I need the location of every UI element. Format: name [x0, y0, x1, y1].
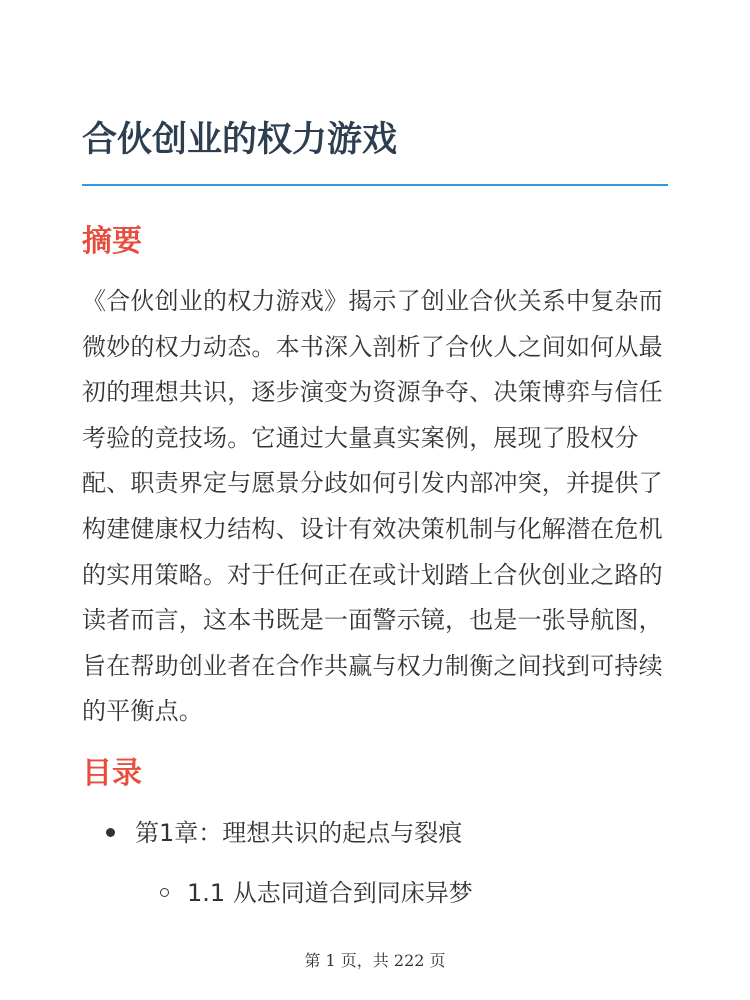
- document-title: 合伙创业的权力游戏: [82, 120, 398, 160]
- bullet-disc-icon: [106, 828, 115, 837]
- toc-heading: 目录: [82, 756, 142, 791]
- title-divider: [82, 184, 668, 186]
- page-footer: 第 1 页，共 222 页: [304, 951, 446, 970]
- toc-item-chapter-1[interactable]: [106, 815, 462, 851]
- bullet-circle-icon: [160, 888, 169, 897]
- abstract-heading: 摘要: [82, 224, 142, 259]
- toc-item-label: 1.1 从志同道合到同床异梦: [187, 879, 473, 907]
- toc-item-section-1-1[interactable]: [160, 875, 473, 911]
- abstract-text: 《合伙创业的权力游戏》揭示了创业合伙关系中复杂而微妙的权力动态。本书深入剖析了合伙人之间如何从最初的理想共识，逐步演变为资源争夺、决策博弈与信任考验的竞技场。它通过大量真实案例，展现了股权分配、职责界定与愿景分歧如何引发内部冲突，并提供了构建健康权力结构、设计有效决策机制与化解潜在危机的实用策略。对于任何正在或计划踏上合伙创业之路的读者而言，这本书既是一面警示镜，也是一张导航图，旨在帮助创业者在合作共赢与权力制衡之间找到可持续的平衡点。: [82, 287, 663, 726]
- toc-item-label: 第1章：理想共识的起点与裂痕: [135, 819, 463, 847]
